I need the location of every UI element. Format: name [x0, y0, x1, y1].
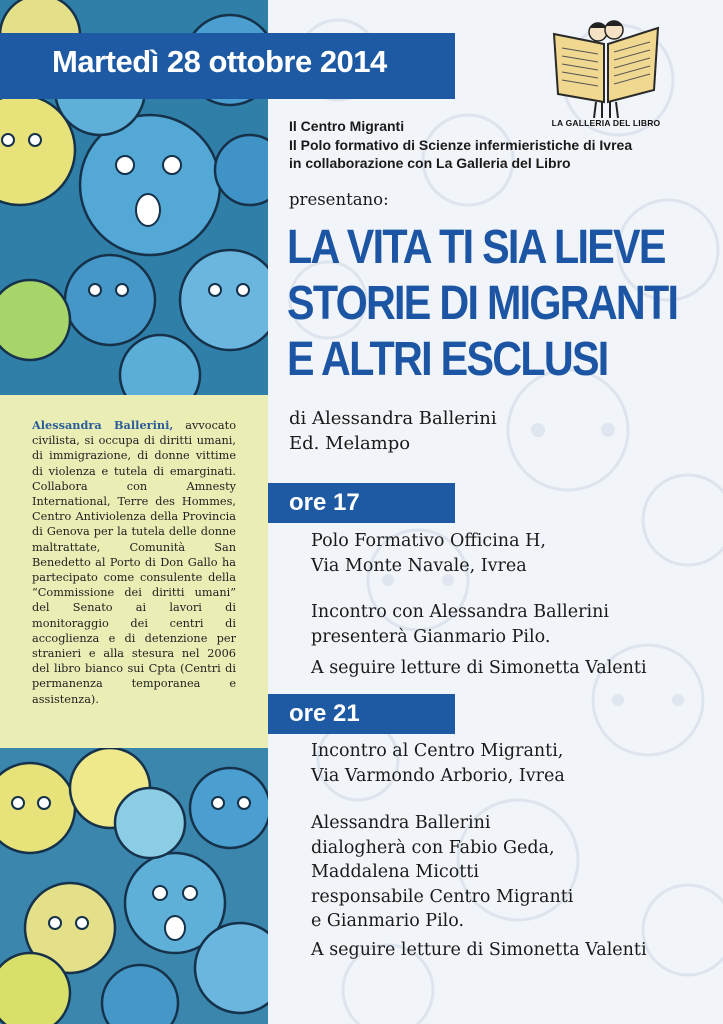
place-line: Via Monte Navale, Ivrea — [311, 555, 527, 576]
presenter-line: Il Polo formativo di Scienze infermieristiche di Ivrea — [289, 136, 633, 153]
meeting-line: responsabile Centro Migranti — [311, 886, 574, 907]
place-line: Via Varmondo Arborio, Ivrea — [311, 765, 565, 786]
session2-meeting — [311, 811, 573, 934]
meeting-line: e Gianmario Pilo. — [311, 911, 465, 931]
title-line: E ALTRI ESCLUSI — [287, 333, 608, 386]
meeting-line: Alessandra Ballerini — [311, 813, 491, 833]
place-line: Incontro al Centro Migranti, — [311, 741, 564, 761]
author-line: di Alessandra Ballerini — [289, 408, 497, 429]
bio-body: avvocato civilista, si occupa di diritti umani, di immigrazione, di donne vittime di violenza e tutela di emarginati. Collabora con Amnesty International, Terre des Hommes, Centro Antiviolenza della Provincia di Genova per la tutela delle donne maltrattate, Comunità San Benedetto al Porto di Don Gallo ha partecipato come consulente della “Commissione dei diritti umani” del Senato ai lavori di monitoraggio dei centri di accoglienza e di detenzione per stranieri e alla stesura nel 2006 del libro bianco sui Cpta (Centri di permanenza temporanea e assistenza). — [32, 419, 236, 706]
place-line: Polo Formativo Officina H, — [311, 531, 546, 551]
event-date: Martedì 28 ottobre 2014 — [52, 44, 387, 79]
presentano-label: presentano: — [289, 190, 389, 209]
meeting-line: dialogherà con Fabio Geda, — [311, 837, 555, 858]
presenter-line: Il Centro Migranti — [289, 118, 405, 134]
session1-time: ore 17 — [289, 489, 360, 516]
presenters — [289, 117, 632, 173]
logo-caption: LA GALLERIA DEL LIBRO — [551, 118, 661, 128]
title-line: LA VITA TI SIA LIEVE — [287, 221, 665, 274]
publisher-line: Ed. Melampo — [289, 433, 411, 454]
book-author — [289, 406, 497, 456]
author-bio — [32, 418, 236, 707]
title-line: STORIE DI MIGRANTI — [287, 277, 678, 330]
session2-reading: A seguire letture di Simonetta Valenti — [311, 940, 647, 960]
session2-time: ore 21 — [289, 700, 360, 727]
session1-reading: A seguire letture di Simonetta Valenti — [311, 658, 647, 678]
session1-meeting — [311, 600, 609, 649]
presenter-line: in collaborazione con La Galleria del Libro — [289, 155, 571, 171]
meeting-line: Incontro con Alessandra Ballerini — [311, 602, 609, 622]
session2-place — [311, 739, 565, 788]
book-title — [287, 220, 678, 388]
open-book-reader-icon — [548, 14, 664, 134]
meeting-line: Maddalena Micotti — [311, 862, 479, 882]
faces-illustration-bottom — [0, 748, 268, 1024]
session1-place — [311, 529, 546, 578]
meeting-line: presenterà Gianmario Pilo. — [311, 626, 551, 647]
bio-author-name: Alessandra Ballerini, — [32, 418, 174, 432]
